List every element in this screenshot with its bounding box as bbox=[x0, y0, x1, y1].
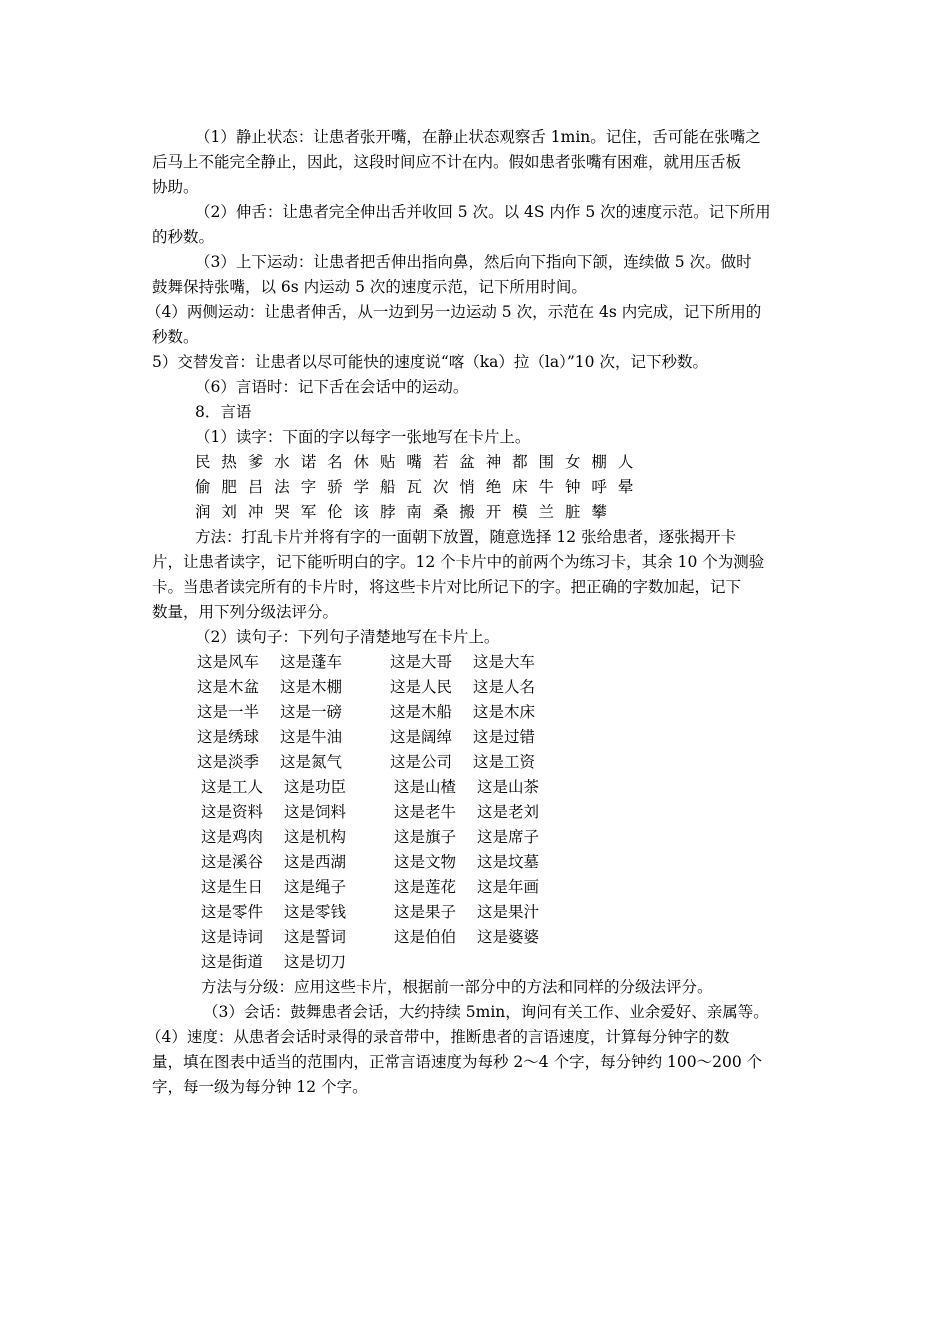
sentence-cell: 这是山楂 bbox=[394, 778, 457, 796]
sentence-cell: 这是文物 bbox=[394, 853, 457, 871]
sentence-cell: 这是果子 bbox=[394, 903, 457, 921]
sentence-cell: 这是机构 bbox=[284, 828, 347, 846]
sentence-cell: 这是坟墓 bbox=[477, 853, 540, 871]
sentence-cell: 这是人民 bbox=[390, 678, 453, 696]
sentence-cell: 这是一磅 bbox=[280, 703, 343, 721]
sentence-cell: 这是牛油 bbox=[280, 728, 343, 746]
sentence-cell: 这是莲花 bbox=[394, 878, 457, 896]
sentence-cell: 这是氮气 bbox=[280, 753, 343, 771]
sentence-cell: 这是生日 bbox=[201, 878, 264, 896]
section-8-heading: 8．言语 bbox=[195, 403, 252, 421]
sentence-cell: 这是席子 bbox=[477, 828, 540, 846]
p1-line1: （1）静止状态：让患者张开嘴，在静止状态观察舌 1min。记住，舌可能在张嘴之 bbox=[195, 128, 761, 146]
method-grading: 方法与分级：应用这些卡片，根据前一部分中的方法和同样的分级法评分。 bbox=[201, 978, 713, 996]
p4-line1: （4）两侧运动：让患者伸舌，从一边到另一边运动 5 次，示范在 4s 内完成，记下所用的 bbox=[146, 303, 762, 321]
speed-line2: 量，填在图表中适当的范围内，正常言语速度为每秒 2～4 个字，每分钟约 100～200 个 bbox=[152, 1053, 763, 1071]
method-line3: 卡。当患者读完所有的卡片时，将这些卡片对比所记下的字。把正确的字数加起，记下 bbox=[152, 578, 742, 596]
sentence-cell: 这是工人 bbox=[201, 778, 264, 796]
p2-line1: （2）伸舌：让患者完全伸出舌并收回 5 次。以 4S 内作 5 次的速度示范。记下所用 bbox=[195, 203, 771, 221]
sentence-cell: 这是木棚 bbox=[280, 678, 343, 696]
sentence-cell: 这是溪谷 bbox=[201, 853, 264, 871]
conversation: （3）会话：鼓舞患者会话，大约持续 5min，询问有关工作、业余爱好、亲属等。 bbox=[203, 1003, 769, 1021]
sentence-cell: 这是大哥 bbox=[390, 653, 453, 671]
sentence-cell: 这是年画 bbox=[477, 878, 540, 896]
method-line4: 数量，用下列分级法评分。 bbox=[152, 603, 339, 621]
sentence-cell: 这是公司 bbox=[390, 753, 453, 771]
sentence-cell: 这是誓词 bbox=[284, 928, 347, 946]
sentence-cell: 这是过错 bbox=[473, 728, 536, 746]
sentence-cell: 这是一半 bbox=[197, 703, 260, 721]
sentence-cell: 这是零钱 bbox=[284, 903, 347, 921]
sentence-cell: 这是伯伯 bbox=[394, 928, 457, 946]
sentence-cell: 这是老刘 bbox=[477, 803, 540, 821]
speed-line3: 字，每一级为每分钟 12 个字。 bbox=[152, 1078, 368, 1096]
speed-line1: （4）速度：从患者会话时录得的录音带中，推断患者的言语速度，计算每分钟字的数 bbox=[146, 1028, 730, 1046]
sentence-cell: 这是人名 bbox=[473, 678, 536, 696]
p3-line2: 鼓舞保持张嘴，以 6s 内运动 5 次的速度示范，记下所用时间。 bbox=[152, 278, 587, 296]
p3-line1: （3）上下运动：让患者把舌伸出指向鼻，然后向下指向下颌，连续做 5 次。做时 bbox=[195, 253, 752, 271]
sentence-cell: 这是街道 bbox=[201, 953, 264, 971]
sentence-cell: 这是木船 bbox=[390, 703, 453, 721]
sentence-cell: 这是风车 bbox=[197, 653, 260, 671]
sentence-cell: 这是诗词 bbox=[201, 928, 264, 946]
p5: 5）交替发音：让患者以尽可能快的速度说“喀（ka）拉（la）”10 次，记下秒数。 bbox=[152, 353, 708, 371]
method-line2: 片，让患者读字，记下能听明白的字。12 个卡片中的前两个为练习卡，其余 10 个为测验 bbox=[152, 553, 765, 571]
p6: （6）言语时：记下舌在会话中的运动。 bbox=[195, 378, 469, 396]
sentence-cell: 这是老牛 bbox=[394, 803, 457, 821]
method-line1: 方法：打乱卡片并将有字的一面朝下放置，随意选择 12 张给患者，逐张揭开卡 bbox=[195, 528, 737, 546]
sentence-cell: 这是淡季 bbox=[197, 753, 260, 771]
p1-line3: 协助。 bbox=[152, 178, 199, 196]
char-row-1: 民 热 爹 水 诺 名 休 贴 嘴 若 盆 神 都 围 女 棚 人 bbox=[195, 453, 637, 471]
sentence-cell: 这是木床 bbox=[473, 703, 536, 721]
sentence-cell: 这是零件 bbox=[201, 903, 264, 921]
sentence-cell: 这是饲料 bbox=[284, 803, 347, 821]
sentence-cell: 这是功臣 bbox=[284, 778, 347, 796]
sentence-cell: 这是木盆 bbox=[197, 678, 260, 696]
sentence-cell: 这是旗子 bbox=[394, 828, 457, 846]
sentence-cell: 这是大车 bbox=[473, 653, 536, 671]
sentence-cell: 这是绳子 bbox=[284, 878, 347, 896]
read-chars-intro: （1）读字：下面的字以每字一张地写在卡片上。 bbox=[195, 428, 531, 446]
p1-line2: 后马上不能完全静止，因此，这段时间应不计在内。假如患者张嘴有困难，就用压舌板 bbox=[152, 153, 742, 171]
sentence-cell: 这是鸡肉 bbox=[201, 828, 264, 846]
sentence-cell: 这是绣球 bbox=[197, 728, 260, 746]
sentence-cell: 这是婆婆 bbox=[477, 928, 540, 946]
sentence-cell: 这是蓬车 bbox=[280, 653, 343, 671]
sentence-cell: 这是工资 bbox=[473, 753, 536, 771]
sentence-cell: 这是资料 bbox=[201, 803, 264, 821]
sentence-cell: 这是切刀 bbox=[284, 953, 347, 971]
sentence-cell: 这是西湖 bbox=[284, 853, 347, 871]
char-row-2: 偷 肥 吕 法 字 骄 学 船 瓦 次 悄 绝 床 牛 钟 呼 晕 bbox=[195, 478, 637, 496]
read-sentences-intro: （2）读句子：下列句子清楚地写在卡片上。 bbox=[195, 628, 500, 646]
sentence-cell: 这是山茶 bbox=[477, 778, 540, 796]
p4-line2: 秒数。 bbox=[152, 328, 199, 346]
sentence-cell: 这是果汁 bbox=[477, 903, 540, 921]
char-row-3: 润 刘 冲 哭 军 伦 该 脖 南 桑 搬 开 模 兰 脏 攀 bbox=[195, 503, 610, 521]
sentence-cell: 这是阔绰 bbox=[390, 728, 453, 746]
p2-line2: 的秒数。 bbox=[152, 228, 215, 246]
